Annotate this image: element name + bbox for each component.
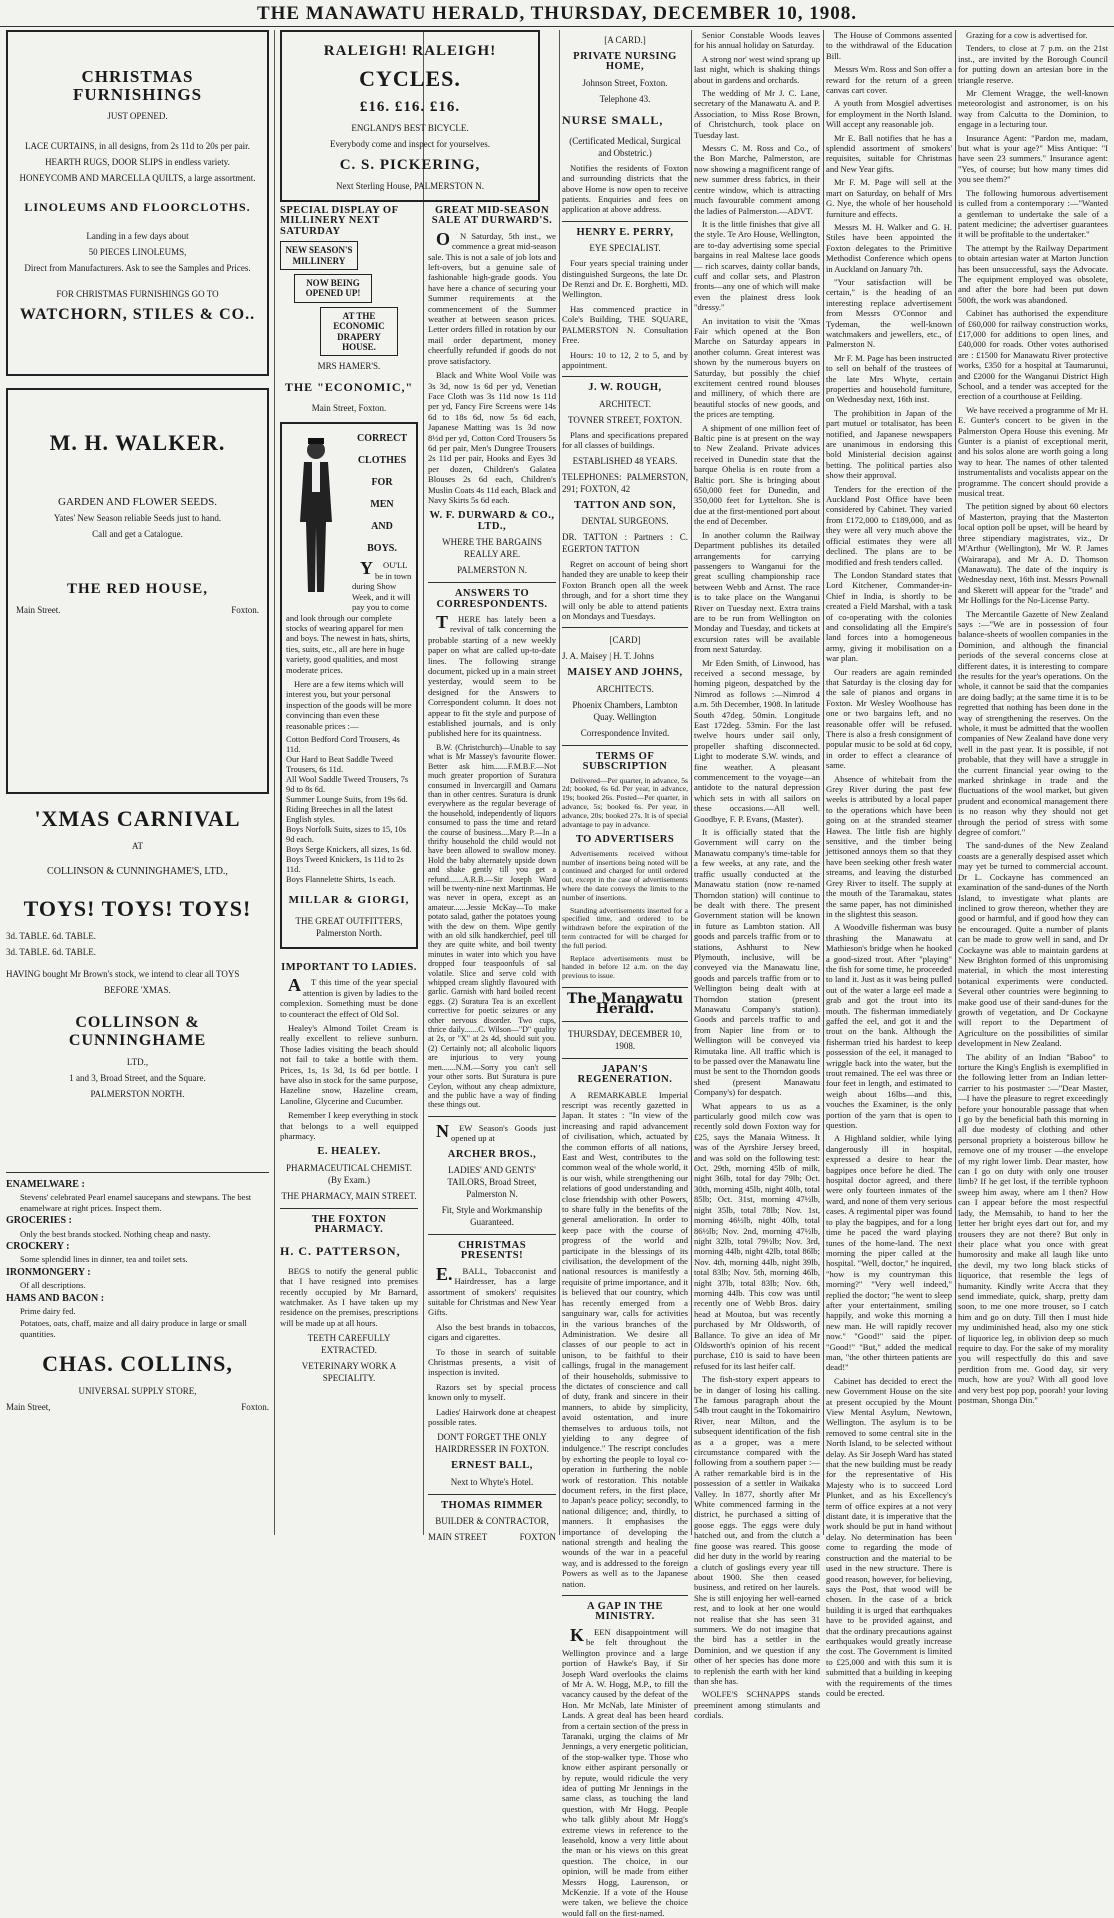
ad-title: THE FOXTON PHARMACY. bbox=[311, 1213, 387, 1236]
divider bbox=[562, 376, 688, 377]
ad-line: GARDEN AND FLOWER SEEDS. bbox=[58, 496, 217, 508]
divider bbox=[562, 987, 688, 988]
divider bbox=[562, 1058, 688, 1059]
ad-paragraph: Remember I keep everything in stock that belongs to a well equipped pharmacy. bbox=[280, 1110, 418, 1142]
ad-line: Main Street, Foxton. bbox=[311, 403, 387, 414]
ad-address bbox=[16, 604, 259, 616]
news-item: Mr F. M. Page will sell at the mart on Saturday, on behalf of Mrs G. Nye, the whole of her household furniture and effects. bbox=[826, 177, 952, 219]
ad-paragraph: Plans and specifications prepared for all classes of buildings. bbox=[562, 429, 688, 451]
ad-sub: JUST OPENED. bbox=[107, 111, 168, 121]
news-item: A shipment of one million feet of Baltic pine is at present on the way to New Zealand. Private advices received in Dunedin state that the barque Ohelia is en route from a Baltic port. She is bringing about 650,000 feet for Dunedin, and 350,000 feet for Lyttelton. She is due at the first-mentioned port about the end of December. bbox=[694, 422, 820, 527]
news-item: In another column the Railway Department publishes its detailed arrangements for carrying passengers to Wanganui for the great sculling championship race between Webb and Arnst. The race is to take place on the Wanganui River on Tuesday next. Extra trains are to be run from Wellington on Monday and Tuesday, and tickets at excursion rates will be available from next Saturday. bbox=[694, 529, 820, 655]
ad-paragraph: Regret on account of being short handed they are unable to keep their Foxton Branch open all the week through, and for a short time they will only be able to attend patients on Mondays and Tuesdays. bbox=[562, 558, 688, 621]
column-5 bbox=[826, 30, 952, 1698]
news-item: The following humorous advertisement is culled from a contemporary :—"Wanted a gentleman to undertake the sale of a patent medicine; the advertiser guarantees it will be profitable to the undertaker." bbox=[958, 187, 1108, 240]
ad-paragraph: Four years special training under distinguished Surgeons, the late Dr. De Renzi and Dr. E. Borghetti, MD. Wellington. bbox=[562, 258, 688, 300]
ad-street: Main Street, bbox=[6, 1402, 51, 1413]
news-item: What appears to us as a particularly good milch cow was recently sold down Foxton way for £25, says the Manaia Witness. It was of the Ayrshire Jersey breed, and was sold on the following test: Oct. 29th, morning 45lb of milk, night 36lb, total for day 79lb; Oct. 30th, morning 45lb, night 40lb, total 85lb; Oct. 31st, morning 47½lb, night 35lb, total 78lb; Nov. 1st, morning 46½lb, night 40lb, total 86½lb; Nov. 2nd, morning 47½lb, night 32lb, total 79½lb; Nov. 3rd, morning 44lb, night 42lb, total 86lb; Nov. 4th, morning 44lb, night 39lb, total 83lb; Nov. 5th, morning 46lb, night 37lb, total 83lb; Nov. 6th, morning 44lb. This cow was until recently one of Webb Bros. dairy head at Moutoa, but was recently purchased by Mr Oldsworth, of Ballance. To give an idea of Mr Oldsworth's opinion of his recent purchase, £10 is said to have been refused for its last heifer calf. bbox=[694, 1100, 820, 1371]
ad-line: Yates' New Season reliable Seeds just to hand. bbox=[53, 513, 222, 523]
divider bbox=[562, 221, 688, 222]
news-item: Mr F. M. Page has been instructed to sell on behalf of the trustees of the late Mrs Whyte, certain properties and household furniture, on Wednesday next, 16th inst. bbox=[826, 352, 952, 405]
ad-item-desc: Of all descriptions. bbox=[20, 1280, 86, 1291]
ad-title: 'XMAS CARNIVAL bbox=[34, 806, 241, 831]
ad-street: Main Street. bbox=[16, 605, 61, 615]
ad-line: MRS HAMER'S. bbox=[317, 361, 381, 372]
ad-item-desc: Only the best brands stocked. Nothing cheap and nasty. bbox=[20, 1228, 211, 1239]
ad-firm: COLLINSON & CUNNINGHAME'S, LTD., bbox=[47, 866, 228, 877]
ad-firm: H. C. PATTERSON, bbox=[280, 1243, 401, 1258]
ad-line: WHERE THE BARGAINS REALLY ARE. bbox=[442, 537, 542, 560]
ad-town: Foxton. bbox=[231, 605, 259, 615]
news-item: Messrs M. H. Walker and G. H. Stiles have been appointed the Foxton delegates to the Primitive Methodist Conference which opens in Auckland on January 7th. bbox=[826, 221, 952, 274]
ad-line: 1 and 3, Broad Street, and the Square. bbox=[69, 1073, 206, 1083]
ad-box: NEW SEASON'S MILLINERY bbox=[280, 241, 358, 270]
ad-word: FOR bbox=[371, 477, 393, 489]
column-rule bbox=[955, 30, 956, 1535]
ad-word: BOYS. bbox=[367, 543, 397, 555]
divider bbox=[280, 1208, 418, 1209]
news-item: A Highland soldier, while lying dangerously ill in hospital, expressed a desire to hear the bagpipes once before he died. The hospital doctor agreed, and there were only fourteen inmates of the ward, and none of them very serious cases. A regimental piper was found to play the bagpipes, and for a long time he paced the ward playing tunes of the home-land. The next morning the piper called at the hospital. "Well, doctor," he inquired, "how is my countryman this morning?" "Very well indeed," replied the doctor; "he went to sleep after your entertainment, smiling happily, and woke this morning a new man. He will rapidly recover now." "Good!" said the piper. "Good!" "But," added the medical man, "the other thirteen patients are dead!" bbox=[826, 1133, 952, 1373]
ad-line: TELEPHONES: PALMERSTON, 291; FOXTON, 42 bbox=[562, 471, 688, 494]
ad-line: BEFORE 'XMAS. bbox=[104, 985, 171, 995]
ad-title: RALEIGH! RALEIGH! bbox=[323, 43, 497, 59]
ad-line: 3d. TABLE. 6d. TABLE. bbox=[6, 947, 96, 957]
article-heading: A GAP IN THE MINISTRY. bbox=[586, 1601, 664, 1623]
news-item: It is the little finishes that give all the style. Te Aro House, Wellington, are to-day advertising some special bargains in real Maltese lace goods — rich scarves, dainty collar bands, cuff and collar sets, and Plastron fronts—any one of which will make even the plainest dress look "dressy." bbox=[694, 218, 820, 313]
ad-firm: E. HEALEY. bbox=[317, 1146, 381, 1158]
ad-box: AT THE ECONOMIC DRAPERY HOUSE. bbox=[320, 307, 398, 357]
article-paragraph: KEEN disappointment will be felt throughout the Wellington province and a large portion of Hawke's Bay, if Sir Joseph Ward overlooks the claims of Mr A. W. Hogg, M.P., to fill the vacancy caused by the defeat of the Hon. Mr McNab, late Minister of Lands. A great deal has been heard from a certain section of the press in Taranaki, urging the claims of Mr Jennings, a very energetic politician, of the stop-walker type. Those who know either aspirant personally or by repute, would ridicule the very idea of putting Mr Jennings in the same class, as touching the land question, with Mr Hogg. People who talk glibly about Mr Hogg's extreme views in reference to the leasehold, know a very little about the man or his views on this great question. The choice, in our opinion, will be made from either Messrs Hogg, Laurenson, or McKenzie. If a vote of the House were taken, we believe the choice would fall on the first-named. bbox=[562, 1624, 688, 1918]
ad-firm: MILLAR & GIORGI, bbox=[288, 893, 410, 906]
news-item: A youth from Mosgiel advertises for employment in the North Island. Will accept any reasonable job. bbox=[826, 98, 952, 130]
ad-firm: HENRY E. PERRY, bbox=[576, 226, 674, 238]
ad-line: FOR CHRISTMAS FURNISHINGS GO TO bbox=[56, 289, 219, 299]
ad-item: Summer Lounge Suits, from 19s 6d. bbox=[286, 794, 408, 804]
ad-paragraph: Healey's Almond Toilet Cream is really excellent to relieve sunburn. Those ladies visiting the beach should not fail to take a bottle with them. Prices, 1s, 1s 3d, 1s 6d per bottle. I have also in stock for the same purpose, Hazeline snow, Hazeline cream, Lanoline, Glycerine and Cucumber. bbox=[280, 1023, 418, 1106]
divider bbox=[562, 1595, 688, 1596]
ad-item-desc: Prime dairy fed. bbox=[20, 1306, 76, 1317]
ad-firm: MAISEY AND JOHNS, bbox=[567, 667, 683, 679]
article-heading: TERMS OF SUBSCRIPTION bbox=[582, 750, 668, 773]
ad-millinery bbox=[280, 206, 418, 414]
divider bbox=[428, 1116, 556, 1117]
ad-line: LINOLEUMS AND FLOORCLOTHS. bbox=[24, 200, 251, 214]
ad-item: ENAMELWARE : bbox=[6, 1179, 85, 1190]
ad-item-desc: Stevens' celebrated Pearl enamel saucepans and stewpans. The best enamelware at right prices. Inspect them. bbox=[20, 1192, 252, 1213]
issue-date: THURSDAY, DECEMBER 10, 1908. bbox=[567, 1028, 683, 1051]
ad-item-desc: Some splendid lines in dinner, tea and toilet sets. bbox=[20, 1254, 188, 1265]
ad-firm: WATCHORN, STILES & CO.. bbox=[19, 306, 256, 323]
ad-line: HONEYCOMB AND MARCELLA QUILTS, a large assortment. bbox=[19, 173, 256, 183]
news-item: Absence of whitebait from the Grey River during the past few weeks is attributed by a local paper to the operations which have been going on at the stranded steamer Hawea. The little fish are highly sensitive, and the timber being jettisoned annoys them so that they have been seeking other fresh water streams, and leaving the disturbed Grey River to itself. The supply at the mouth of the Taramakau, states the same paper, has not diminished in the slightest this season. bbox=[826, 773, 952, 919]
ad-paragraph: Advertisements received without number of insertions being noted will be continued and charged for until ordered out, except in the case of advertisements where the date conveys the limits to the number of insertions. bbox=[562, 848, 688, 902]
ad-clothes bbox=[280, 422, 418, 949]
ad-address bbox=[428, 1531, 556, 1543]
ad-paragraph: Notifies the residents of Foxton and surrounding districts that the above Home is now open to receive patients. Enquiries and fees on application at above address. bbox=[562, 162, 688, 215]
news-item: Mr E. Ball notifies that he has a splendid assortment of smokers' requisites, suitable for Christmas and New Year gifts. bbox=[826, 132, 952, 174]
ad-raleigh bbox=[280, 30, 540, 202]
ad-walker bbox=[6, 388, 269, 794]
ad-address bbox=[6, 1401, 269, 1413]
news-item: Insurance Agent: "Pardon me, madam, but what is your age?" Miss Antique: "I have seen 23 summers." Insurance agent: "Yes, of course; but how many times did you see them?" bbox=[958, 132, 1108, 185]
article-heading: ANSWERS TO CORRESPONDENTS. bbox=[436, 588, 548, 610]
news-item: Senior Constable Woods leaves for his annual holiday on Saturday. bbox=[694, 30, 820, 51]
ad-item: Boys Flannelette Shirts, 1s each. bbox=[286, 874, 396, 884]
column-6 bbox=[958, 30, 1108, 1535]
ad-title: CHRISTMAS FURNISHINGS bbox=[72, 67, 203, 104]
ad-line: LTD., bbox=[126, 1057, 149, 1067]
ad-line: Johnson Street, Foxton. bbox=[582, 77, 668, 88]
ad-line: Correspondence Invited. bbox=[580, 727, 670, 738]
ad-paragraph: Hours: 10 to 12, 2 to 5, and by appointment. bbox=[562, 349, 688, 370]
ad-line: UNIVERSAL SUPPLY STORE, bbox=[78, 1386, 197, 1397]
ad-paragraph: To those in search of suitable Christmas presents, a visit of inspection is invited. bbox=[428, 1346, 556, 1378]
ad-item: All Wool Saddle Tweed Trousers, 7s 9d to 8s 6d. bbox=[286, 774, 409, 794]
ad-line: [CARD] bbox=[609, 635, 641, 646]
ad-item: CROCKERY : bbox=[6, 1241, 70, 1253]
ad-line: DON'T FORGET THE ONLY HAIRDRESSER IN FOXTON. bbox=[434, 1432, 550, 1455]
ad-firm: NURSE SMALL, bbox=[562, 112, 664, 127]
divider bbox=[562, 745, 688, 746]
ad-toys: TOYS! TOYS! TOYS! bbox=[23, 896, 252, 921]
ad-paragraph: YOU'LL be in town during Show Week, and it will pay you to come and look through our complete stocks of wearing apparel for men and boys. The newest in hats, shirts, ties, suits, etc., all are here in huge variety, good qualities, and most moderate prices. bbox=[286, 558, 412, 675]
ad-line: J. A. Maisey | H. T. Johns bbox=[562, 651, 654, 662]
ad-word: CORRECT bbox=[356, 433, 407, 445]
ad-christmas-furnishings bbox=[6, 30, 269, 376]
divider bbox=[428, 1234, 556, 1235]
article-heading: JAPAN'S REGENERATION. bbox=[577, 1063, 673, 1086]
column-rule bbox=[274, 30, 275, 1535]
ad-item: HAMS AND BACON : bbox=[6, 1292, 105, 1304]
ad-paragraph: Has commenced practice in Cole's Building, THE SQUARE, PALMERSTON N. Consultation Free. bbox=[562, 303, 688, 346]
ad-firm: C. S. PICKERING, bbox=[339, 157, 481, 173]
ad-line: Telephone 43. bbox=[599, 93, 651, 104]
divider bbox=[6, 1172, 269, 1173]
ad-line: TEETH CAREFULLY EXTRACTED. bbox=[307, 1333, 391, 1356]
news-item: The Mercantile Gazette of New Zealand says :—"We are in possession of four balance-sheets of woollen companies in the Dominion, and although the financial periods of the several concerns close at different dates, it is interesting to compare the results for the year's operations. On the whole, it cannot be said that the companies are doing badly; at the same time it is to be regretted that nothing has been done in the way of strengthening the reserves. On the whole, it must be admitted that the woollen companies of New Zealand have done very well in the past year. It is possible, if not probable, that they will have a struggle in the current financial year owing to the marked shrinkage in trade and the fluctuations of the wool market, but given prudent and economical management there is no reason why they should not get through the period of stress with some degree of comfort." bbox=[958, 608, 1108, 838]
article-heading: IMPORTANT TO LADIES. bbox=[281, 961, 417, 973]
article-paragraph: THERE has lately been a revival of talk concerning the probable starting of a new weekly paper on what are called up-to-date lines. The following strange document, picked up in a main street yesterday, would seem to be designed for the Answers to Correspondent column. It does not appear to fit the style and purpose of established journals, and is only published here for its quaintness. bbox=[428, 612, 556, 739]
ad-firm: J. W. ROUGH, bbox=[588, 382, 662, 394]
news-item: A strong nor' west wind sprang up last night, which is shaking things about in gardens and orchards. bbox=[694, 53, 820, 85]
article-heading: TO ADVERTISERS bbox=[575, 834, 675, 846]
ad-item: Riding Breeches in all the latest English styles. bbox=[286, 804, 393, 824]
ad-line: Call and get a Catalogue. bbox=[92, 529, 183, 539]
article-heading: CHRISTMAS PRESENTS! bbox=[457, 1239, 527, 1262]
ad-firm: ERNEST BALL, bbox=[451, 1460, 533, 1472]
ad-line: Next to Whyte's Hotel. bbox=[450, 1476, 534, 1487]
ad-title: CYCLES. bbox=[359, 66, 461, 91]
news-item: Messrs C. M. Ross and Co., of the Bon Marche, Palmerston, are now showing a magnificent range of new summer dress fabrics, in their centre window, which is attracting much favourable comment among the ladies of Palmerston.—ADVT. bbox=[694, 143, 820, 216]
ad-line: ARCHITECTS. bbox=[596, 683, 654, 694]
news-item: The fish-story expert appears to be in danger of losing his calling. The famous paragraph about the 54lb trout caught in the Tokomairiro River, near Milton, and the subsequent identification of the fish as a a groper, was a mere circumstance compared with the following from a southern paper :—A rather remarkable bird is in the possession of a settler in Waikaka Valley. In 1877, shortly after Mr White commenced farming in the district, he purchased a sitting of goose eggs. The eggs were duly hatched out, and from the clutch a fine goose was reared. This goose did her duty in the world by rearing a clutch of goslings every year till about 1900. She then ceased business, and retired on her laurels. She is still enjoying her well-earned rest, and to look at her one would not realise that she has seen 31 summers. We do not imagine that the bird has a settler in the Dominion, and we question if any other of her species has done more to replenish the earth with her kind than she has. bbox=[694, 1374, 820, 1686]
ad-box: NOW BEING OPENED UP! bbox=[294, 274, 372, 303]
ad-line: Phoenix Chambers, Lambton Quay. Wellington bbox=[572, 699, 678, 722]
ad-item: Cotton Bedford Cord Trousers, 4s 11d. bbox=[286, 734, 400, 754]
article-paragraph: A REMARKABLE Imperial rescript was recently gazetted in Japan. It states : "In view of the increasing and rapid advancement of civilisation, which, actuated by the common efforts of all nations, East and West, contributes to the common weal of the whole world, it is our wish, while strengthening our relations of good understanding and close friendship with other Powers, to share fully in the benefits of the general amelioration. In order to keep pace with the course of progress of the world and participate in the blessings of its civilisation, the development of the national resources is manifestly a requisite of prime importance, and it is believed that our country, which has recently emerged from a sanguinary war, calls for activities in the various branches of the Administration. We desire all classes of our people to act in unison, to be faithful to their callings, frugal in the management of their households, submissive to the dictates of conscience and call of duty, frank and sincere in their manners, to abide by simplicity, avoid ostentation, and inure themselves to arduous toils, not yielding to any degree of indulgence." The rescript concludes by exhorting the people to loyal co-operation in furthering the noble work of restoration. This notable document refers, in the first place, to Japan's peace policy; secondly, to national diligence; and, thirdly, to manners. It emphasises the importance of developing the national strength and healing the wounds of the war in a peaceful way, and is addressed to the foreign Powers as well as to the Japanese nation. bbox=[562, 1089, 688, 1589]
ad-line: Next Sterling House, PALMERSTON N. bbox=[335, 181, 484, 191]
news-item: Mr Eden Smith, of Linwood, has received a second message, by homing pigeon, despatched by the Nimrod as follows :—Nimrod 4 a.m. 5th December, 1908. In latitude South 47deg. 50min. Longitude East 172deg. 53min. For the last twelve hours under sail only, propeller shafting disconnected. Light to moderate S.W. winds, and fine weather. A pleasant commencement to the voyage—an antidote to the natural depression which sets in with all sailors on these occasions.—All well. Goodbye, F. P. Evans, (Master). bbox=[694, 657, 820, 824]
ad-word: CLOTHES bbox=[357, 455, 407, 467]
ad-title: SPECIAL DISPLAY OF MILLINERY NEXT SATURDAY bbox=[280, 205, 399, 237]
ad-line: PALMERSTON N. bbox=[456, 565, 528, 576]
column-2b bbox=[428, 200, 556, 1543]
news-item: The sand-dunes of the New Zealand coasts are a generally despised asset which may yet be turned to commercial account. Dr L. Cockayne has commenced an examination of the sand-dunes of the North Island, to investigate what plants are inclined to grow thereon, whether they are good or harmful, and if good how they can be encouraged. Quite a number of plants can be made to grow well in sand, and Dr Cockayne was able to maintain gardens at New Brighton formed of this unpromising material, in which the most interesting botanical experiments were conducted. Several other countries were beginning to make good use of their sand-dunes for the growth of vegetation, and Dr Cockayne will report to the Department of Agriculture on the possibilities of similar development in New Zealand. bbox=[958, 840, 1108, 1049]
ad-line: Landing in a few days about bbox=[86, 231, 189, 241]
ad-line: LADIES' AND GENTS' TAILORS, Broad Street, Palmerston N. bbox=[447, 1164, 537, 1199]
ad-line: HEARTH RUGS, DOOR SLIPS in endless variety. bbox=[45, 157, 230, 167]
news-item: The wedding of Mr J. C. Lane, secretary of the Manawatu A. and P. Association, to Miss Rose Brown, of Christchurch, took place on Tuesday last. bbox=[694, 88, 820, 140]
news-item: The London Standard states that Lord Kitchener, Commander-in-Chief in India, is shortly to be created a Field Marshal, with a task of co-operating with the colonies and consolidating all the Empire's land forces into a homogeneous army, giving it mobilisation on a war plan. bbox=[826, 569, 952, 664]
news-item: An invitation to visit the 'Xmas Fair which opened at the Bon Marche on Saturday appears in another column. Great interest was shown by the numerous buyers on Saturday, but possibly the chief excitement centred round blouses and millinery, of which there are beautiful stocks of new goods, and the prices are tempting. bbox=[694, 315, 820, 420]
ad-line: TOVNER STREET, FOXTON. bbox=[567, 414, 682, 425]
ad-paragraph: Standing advertisements inserted for a specified time, and ordered to be withdrawn before the expiration of the term contracted for will be charged for the full period. bbox=[562, 905, 688, 950]
news-item: Cabinet has authorised the expenditure of £60,000 for railway construction works, £17,000 for additions to open lines, and £40,000 for roads. Other votes authorised are : £1500 for Manawatu River protective works, £350 for a hospital at Taumarunui, and £2000 for the Wanganui District High School, and a tender was accepted for the erection of a courthouse at Feilding. bbox=[958, 308, 1108, 402]
ad-line: EYE SPECIALIST. bbox=[589, 243, 661, 254]
ad-line: THE PHARMACY, MAIN STREET. bbox=[281, 1190, 417, 1201]
ad-firm: ARCHER BROS., bbox=[447, 1148, 537, 1160]
column-2-narrow bbox=[280, 200, 418, 1535]
ad-line: PHARMACEUTICAL CHEMIST. (By Exam.) bbox=[285, 1162, 412, 1185]
ad-line: PALMERSTON NORTH. bbox=[90, 1089, 185, 1099]
ad-town: FOXTON bbox=[519, 1532, 556, 1543]
column-rule bbox=[691, 30, 692, 1535]
news-item: The petition signed by about 60 electors of Masterton, praying that the Masterton local option poll be upset, will be heard by three stipendiary magistrates, viz., Dr M'Arthur (Wellington), Mr W. P. James (Wairarapa), and Mr A. D. Thomson (Manawatu). The date of the inquiry is Wednesday next, 16th inst. Messrs Pownall and Skerett will appear for the "trade" and Mr Hollings for the No-License Party. bbox=[958, 501, 1108, 606]
news-item: Our readers are again reminded that Saturday is the closing day for the sale of pianos and organs in Foxton. Mr Wesley Woolhouse has one or two bargains left, and no reasonable offer will be refused. There is also a fresh consignment of popular music to be sold at 6d copy, in order to effect a clearance of same. bbox=[826, 666, 952, 771]
column-4 bbox=[694, 30, 820, 1721]
news-item: The ability of an Indian "Baboo" to torture the King's English is exemplified in the following letter from an Indian letter-carrier to his postmaster :—"Dear Master,—I have the pleasure to regret exceedingly before your honourable passage that when I go by the beneficial bath this morning in all due modesty of clothing and other personal propriety a boisterous billow he remove one of my trouser —the envelope of my right lower limb. Dear master, how can I go on duty with only one trouser limb? If he get lost, if the terrible typhoon sweep him away, where am I then? How can I appear before the most respectful lady, the Memsahib, to hand to her the letter her bright eyes dart out for, and my trousers they are not there? But only in their place what you once with great humorosity and make all laugh like unto the devil, my two long black sticks of liquorice, that resemble the legs of humanity. Kindly write Accra that they send immediate, quick, sharp, pretty dam soon, to me one more trouser, so I catch him and go on duty. Till then I must hide my undiminished head, also my one stick of liquorice leg, in oblivion deep so much require to day. For the sake of my morality you will respectfully do this and save perdition from me. Good day, sir very much, how are you? With all good love and very best pop pop, poorah! your loving postman, Shonga Din." bbox=[958, 1051, 1108, 1405]
newspaper-title: The Manawatu Herald. bbox=[567, 990, 683, 1018]
ad-collins bbox=[6, 1179, 269, 1413]
ad-paragraph: E.BALL, Tobacconist and Hairdresser, has a large assortment of smokers' requisites suitable for Christmas and New Year Gifts. bbox=[428, 1263, 556, 1318]
ad-line: DR. TATTON : Partners : C. EGERTON TATTON bbox=[562, 531, 688, 554]
news-item: The prohibition in Japan of the part mutuel or totalisator, has been notified, and Japanese newspapers are unanimous in endorsing this bold Ministerial decision against betting. The political parties also show their approval. bbox=[826, 407, 952, 481]
ad-item: GROCERIES : bbox=[6, 1215, 72, 1227]
ad-paragraph: Black and White Wool Voile was 3s 3d, now 1s 6d per yd, Venetian Face Cloth was 3s 11d now 1s 11d per yd, Fancy Fire Screens were 14s 6d to 18s 6d, now 5s 6d each, Japanese Matting was 1s 3d now 8½d per yd, Cotton Cord Trousers 5s 6d per pair, Men's Dungree Trousers 2s 11d per pair, Hooks and Eyes 3d per dozen, Children's Galatea Blouses 2s 6d each, Children's Muslin Coats 4s 11d each, Black and Navy Skirts 5s 6d each. bbox=[428, 370, 556, 505]
news-item: A Woodville fisherman was busy thrashing the Manawatu at Mathieson's bridge when he hooked a good-sized trout. After "playing" the fish for some time, he proceeded to land it. Just as it was being pulled out of the water a large eel made a grab and got the trout into its mouth. The fisherman immediately gaffed the eel, and got it and the trout on the bank. Although the fisherman tried his hardest to keep possession of the eel, it managed to wriggle back into the water, but the trout remained. The eel was three or four feet in length, and estimated to weigh about 16lbs—and this, vouches the Examiner, is the only portion of the yarn that is open to question. bbox=[826, 922, 952, 1131]
ad-item: Boys Norfolk Suits, sizes to 15, 10s 9d each. bbox=[286, 824, 407, 844]
ad-paragraph: Also the best brands in tobaccos, cigars and cigarettes. bbox=[428, 1321, 556, 1343]
ad-paragraph: BEGS to notify the general public that I have resigned into premises recently occupied by Mr Barnard, watchmaker. As I have taken up my residence on the premises, prescriptions will be made up at all hours. bbox=[280, 1265, 418, 1328]
gentleman-figure-illustration bbox=[286, 432, 346, 602]
ad-line: ESTABLISHED 48 YEARS. bbox=[572, 455, 678, 466]
ad-paragraph: Replace advertisements must be handed in before 12 a.m. on the day previous to issue. bbox=[562, 953, 688, 981]
ad-line: BUILDER & CONTRACTOR, bbox=[435, 1516, 549, 1527]
ad-line: LACE CURTAINS, in all designs, from 2s 11d to 20s per pair. bbox=[25, 141, 250, 151]
ad-line: DENTAL SURGEONS. bbox=[581, 515, 669, 526]
ad-line: 3d. TABLE. 6d. TABLE. bbox=[6, 931, 96, 941]
ad-paragraph: Ladies' Hairwork done at cheapest possible rates. bbox=[428, 1406, 556, 1428]
ad-line: Everybody come and inspect for yourselves. bbox=[330, 139, 490, 149]
ad-line: (Certificated Medical, Surgical and Obstetric.) bbox=[569, 135, 681, 158]
news-item: WOLFE'S SCHNAPPS stands preeminent among stimulants and cordials. bbox=[694, 1689, 820, 1721]
news-item: It is officially stated that the Government will carry on the Manawatu company's time-table for a few weeks, at any rate, and the traffic usually conducted at the Manawatu station (now re-named Thorndon station) will continue to be dealt with there. The present Government station will be known in future as Lambton station. All goods and parcels traffic from or to stations, Ashhurst to New Plymouth, inclusive, will be conveyed via the Manawatu line, goods and parcels traffic from or to Wellington being dealt with at Thorndon station (present Manawatu Company's station). Goods and parcels traffic to and from Napier line from or to Wellington will be conveyed via Rimutaka line. All traffic which is to be passed over the Manawatu line must be sent to the Thorndon goods shed (present Manawatu Company's) for despatch. bbox=[694, 827, 820, 1098]
news-item: Mr Clement Wragge, the well-known meteorologist and astronomer, is on his way from Calcutta to the Dominion, to engage in a lecturing tour. bbox=[958, 88, 1108, 130]
ad-line: AT bbox=[132, 841, 143, 851]
ad-line: ENGLAND'S BEST BICYCLE. bbox=[351, 123, 469, 133]
divider bbox=[428, 582, 556, 583]
column-1 bbox=[6, 30, 269, 1535]
ad-word: AND bbox=[371, 521, 393, 533]
ad-line: VETERINARY WORK A SPECIALITY. bbox=[301, 1361, 397, 1384]
ad-price: £16. £16. £16. bbox=[359, 99, 461, 115]
ad-firm: THOMAS RIMMER bbox=[441, 1499, 543, 1511]
masthead: THE MANAWATU HERALD, THURSDAY, DECEMBER 10, 1908. bbox=[0, 0, 1114, 27]
ad-item: IRONMONGERY : bbox=[6, 1266, 91, 1278]
column-rule bbox=[823, 30, 824, 1535]
ad-paragraph: Razors set by special process known only to myself. bbox=[428, 1381, 556, 1403]
ad-item-desc: Potatoes, oats, chaff, maize and all dairy produce in large or small quantities. bbox=[20, 1318, 247, 1339]
ad-line: 50 PIECES LINOLEUMS, bbox=[88, 247, 187, 257]
column-3 bbox=[562, 30, 688, 1918]
ad-firm: COLLINSON & CUNNINGHAME bbox=[68, 1014, 207, 1049]
news-item: The House of Commons assented to the withdrawal of the Education Bill. bbox=[826, 30, 952, 61]
ad-firm: W. F. DURWARD & CO., LTD., bbox=[429, 510, 555, 532]
ad-title: M. H. WALKER. bbox=[49, 430, 226, 455]
divider bbox=[562, 1021, 688, 1022]
divider bbox=[428, 1494, 556, 1495]
ad-paragraph: NEW Season's Goods just opened up at bbox=[436, 1120, 556, 1144]
ad-line: THE GREAT OUTFITTERS, Palmerston North. bbox=[295, 915, 403, 938]
news-item: Tenders for the erection of the Auckland Post Office have been considered by Cabinet. They varied from £172,000 to £189,000, and as they were all very much above the official estimates they were all declined. The plans are to be modified and fresh tenders called. bbox=[826, 483, 952, 567]
news-item: "Your satisfaction will be certain," is the heading of an interesting replace advertisement from Messrs O'Connor and Tydeman, the well-known watchmakers and jewellers, etc., of Palmerston N. bbox=[826, 276, 952, 350]
ad-xmas-carnival bbox=[6, 806, 269, 1166]
news-item: The attempt by the Railway Department to obtain artesian water at Marton Junction has been unsuccessful, says the Advocate. The equipment employed was obsolete, and after the bore had been put down 500ft, the work was abandoned. bbox=[958, 242, 1108, 305]
ad-house: THE RED HOUSE, bbox=[66, 581, 209, 597]
column-rule bbox=[559, 30, 560, 1535]
ad-line: [A CARD.] bbox=[604, 35, 646, 45]
ad-firm: CHAS. COLLINS, bbox=[42, 1351, 233, 1377]
ad-paragraph: Delivered—Per quarter, in advance, 5s 2d; booked, 6s 6d. Per year, in advance, 19s; booked 26s. Posted—Per quarter, in advance, 5s; booked 6s. Per year, in advance, 20s; booked 27s. It is of special advantage to pay in advance. bbox=[562, 775, 688, 829]
ad-firm: TATTON AND SON, bbox=[574, 499, 676, 511]
news-item: Grazing for a cow is advertised for. bbox=[966, 30, 1088, 40]
article-heading: GREAT MID-SEASON SALE AT DURWARD'S. bbox=[431, 205, 553, 227]
ad-paragraph: AT this time of the year special attention is given by ladies to the complexion. Something must be done to counteract the effect of Old Sol. bbox=[280, 975, 418, 1019]
ad-town: Foxton. bbox=[241, 1402, 269, 1413]
ad-item: Boys Serge Knickers, all sizes, 1s 6d. bbox=[286, 844, 412, 854]
ad-street: MAIN STREET bbox=[428, 1532, 488, 1543]
news-item: Tenders, to close at 7 p.m. on the 21st inst., are invited by the Borough Council for putting down an artesian bore in the triangle reserve. bbox=[958, 43, 1108, 85]
ad-line: ARCHITECT. bbox=[598, 398, 652, 409]
article-paragraph: B.W. (Christchurch)—Unable to say what is Mr Massey's favourite flower. Better ask him.......F.M.B.F.—Not much greater proportion of Suratura consumed in Invercargill and Oamaru than in other centres. Suratura is drunk everywhere as the regular beverage of the household, independently of liquors consumed to pass the time and retard the course of business....Mary P.—In a thrifty household the child would not have been allowed to swallow money. Hold the baby alternately upside down and shake gently till you get a refund.......A.R.B.—Sir Joseph Ward will be twenty-nine next Martinmas. He was never in opera, except as an amateur.......Jessie McKay—To make potato salad, gather the potatoes young with the dew on them. Wipe gently with an old silk handkerchief, peel till they are quite white, and boil twenty minutes in water into which you have dropped four teaspoonfuls of sal volatile. Slice and serve cold with whipped cream slightly flavoured with garlic. Garnish with hard boiled recent eggs. (2) Suratura Tea is an excellent corrective for poetic seizures or any other nervous disorder. Two cups, thrice daily.......C. Wilson—"D" quality at 2s, or "X" at 2s 4d, should suit you. (2) Certainly not; all alcoholic liquors are injurious to very young men.......N.M.—Sorry you can't sell your other sorts. But Suratura is pure Ceylon, without any cheap admixture, and the public have a way of finding these things out. bbox=[428, 742, 556, 1110]
divider bbox=[562, 627, 688, 628]
ad-firm: THE "ECONOMIC," bbox=[284, 380, 414, 395]
ad-title: PRIVATE NURSING HOME, bbox=[573, 51, 677, 73]
ad-paragraph: ON Saturday, 5th inst., we commence a great mid-season sale. This is not a sale of job lots and left-overs, but a genuine sale of fashionable high-grade goods. You have here a chance of securing your Summer requirements at the commencement of the Summer weather at between season prices. Letter orders filled in rotation by our mail order department, money cheerfully refunded if goods do not prove satisfactory. bbox=[428, 228, 556, 366]
ad-paragraph: Here are a few items which will interest you, but your personal inspection of the goods will be more convincing than even these reasonable prices :— bbox=[286, 678, 412, 731]
ad-item: Our Hard to Beat Saddle Tweed Trousers, 6s 11d. bbox=[286, 754, 393, 774]
news-item: Cabinet has decided to erect the new Government House on the site at present occupied by the Mount View Mental Asylum, Newtown, Wellington. The asylum is to be removed to some central site in the North Island, to be selected without delay. As Sir Joseph Ward has stated that the new building must be ready for the representative of His Majesty who is to succeed Lord Plunket, and as his Excellency's term of office expires at a not very distant date, it is imperative that the work should be put in hand without delay. No determination has been come to regarding the mode of construction and the material to be used in the new structure. There is good reason, however, for believing, says the Post, that wood will be chosen. In the case of a brick building it is urged that earthquakes have to be provided against, and that the ordinary precautions against earthquakes would greatly increase the cost. The Government is limited to £25,000 and with this sum it is submitted that a building in keeping with the requirements of the times could be erected. bbox=[826, 1375, 952, 1698]
ad-line: Direct from Manufacturers. Ask to see the Samples and Prices. bbox=[24, 263, 251, 273]
news-item: We have received a programme of Mr H. E. Gunter's concert to be given in the Palmerston Opera House this evening. Mr Gunter is a pianist of exceptional merit, and his solos alone are worth going a long way to hear. The names of other talented instrumentalists and vocalists appear on the programme. The concert should provide a musical treat. bbox=[958, 404, 1108, 499]
ad-line: Fit, Style and Workmanship Guaranteed. bbox=[441, 1204, 543, 1227]
ad-item: Boys Tweed Knickers, 1s 11d to 2s 11d. bbox=[286, 854, 404, 874]
ad-notice: HAVING bought Mr Brown's stock, we intend to clear all TOYS bbox=[6, 969, 240, 979]
ad-word: MEN bbox=[370, 499, 394, 511]
news-item: Messrs Wm. Ross and Son offer a reward for the return of a green canvas cart cover. bbox=[826, 64, 952, 96]
